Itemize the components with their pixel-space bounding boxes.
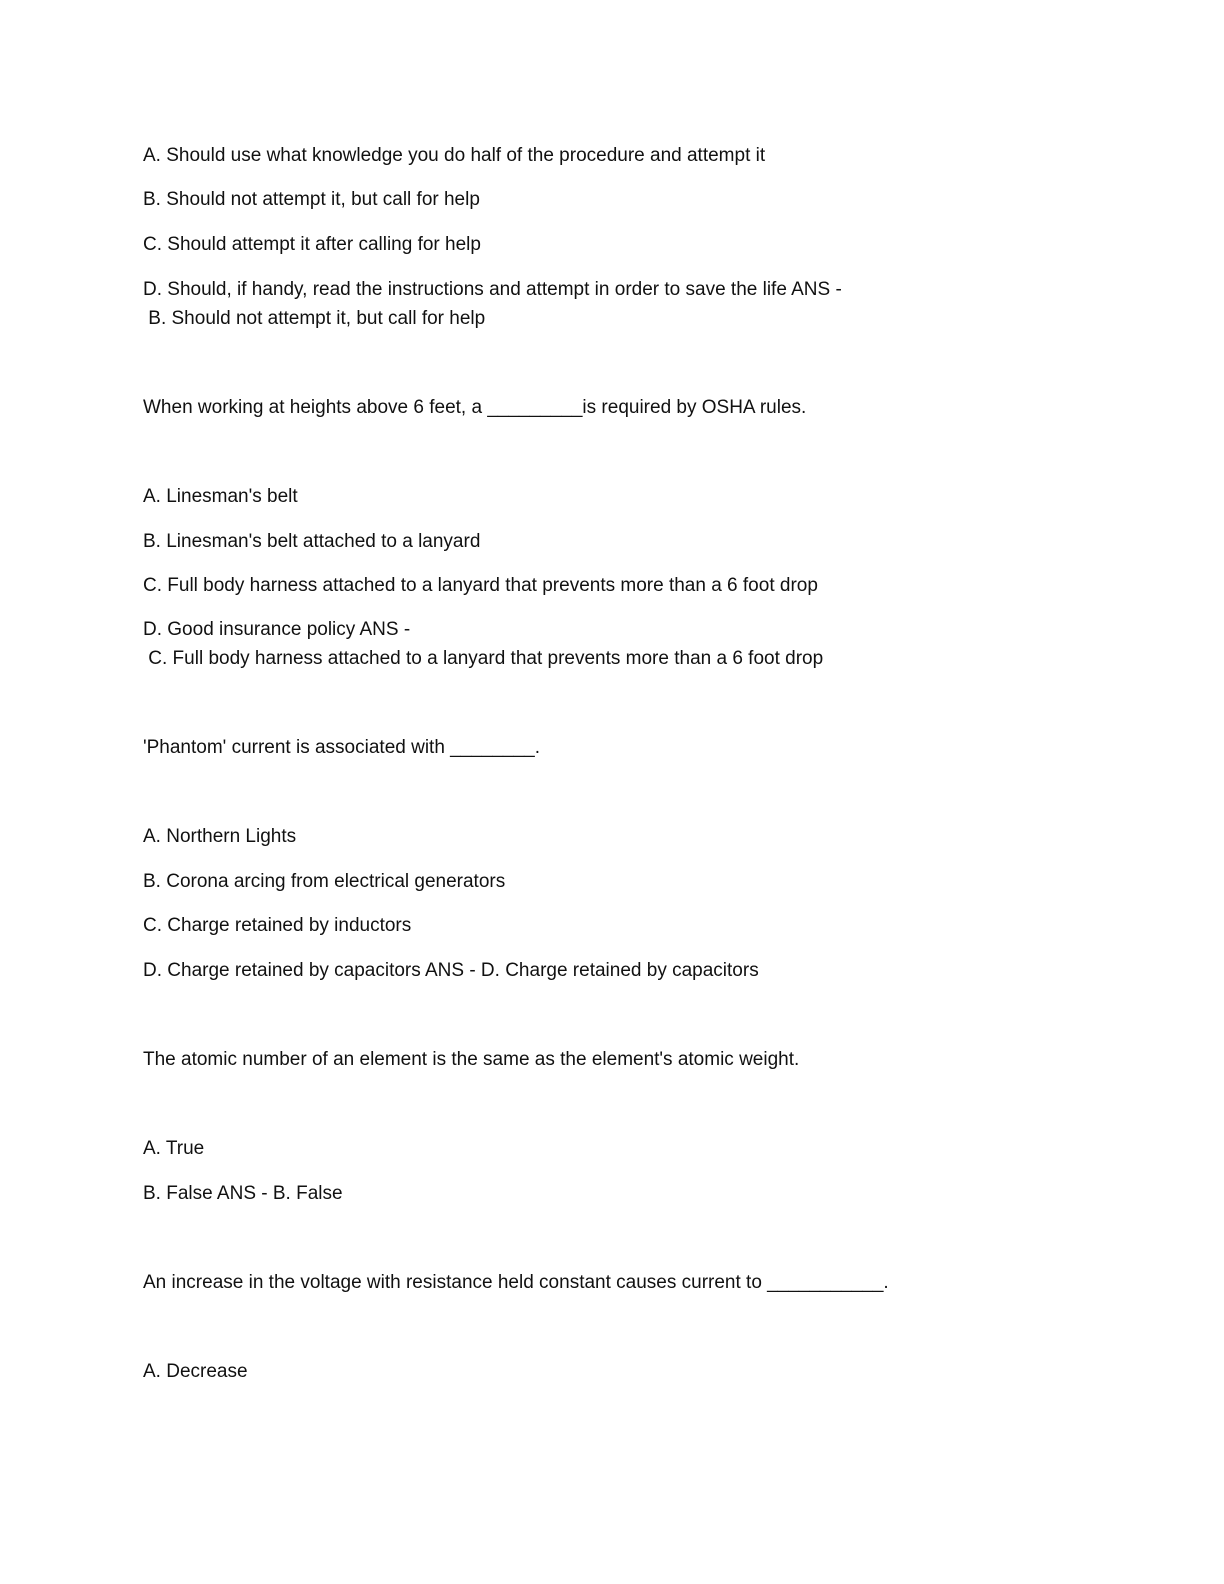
q4-question: The atomic number of an element is the same as the element's atomic weight. bbox=[143, 1049, 800, 1070]
q5-option-a: A. Decrease bbox=[143, 1361, 248, 1382]
q2-question: When working at heights above 6 feet, a _________is required by OSHA rules. bbox=[143, 397, 807, 418]
q2-answer: C. Full body harness attached to a lanyard that prevents more than a 6 foot drop bbox=[143, 648, 824, 669]
q4-option-b: B. False ANS - B. False bbox=[143, 1183, 343, 1204]
q3-option-a: A. Northern Lights bbox=[143, 826, 297, 847]
q1-option-c: C. Should attempt it after calling for help bbox=[143, 234, 481, 255]
q3-option-d: D. Charge retained by capacitors ANS - D. Charge retained by capacitors bbox=[143, 960, 759, 981]
q3-question: 'Phantom' current is associated with ________. bbox=[143, 737, 540, 758]
q3-option-b: B. Corona arcing from electrical generators bbox=[143, 871, 506, 892]
q2-option-d: D. Good insurance policy ANS - bbox=[143, 619, 411, 640]
q4-option-a: A. True bbox=[143, 1138, 205, 1159]
q3-option-c: C. Charge retained by inductors bbox=[143, 915, 412, 936]
q2-option-b: B. Linesman's belt attached to a lanyard bbox=[143, 531, 481, 552]
q2-option-c: C. Full body harness attached to a lanyard that prevents more than a 6 foot drop bbox=[143, 575, 818, 596]
q5-question: An increase in the voltage with resistance held constant causes current to ___________. bbox=[143, 1272, 889, 1293]
q1-option-d: D. Should, if handy, read the instructions and attempt in order to save the life ANS - bbox=[143, 279, 842, 300]
q2-option-a: A. Linesman's belt bbox=[143, 486, 298, 507]
q1-answer: B. Should not attempt it, but call for help bbox=[143, 308, 486, 329]
q1-option-b: B. Should not attempt it, but call for help bbox=[143, 189, 480, 210]
q1-option-a: A. Should use what knowledge you do half of the procedure and attempt it bbox=[143, 145, 766, 166]
